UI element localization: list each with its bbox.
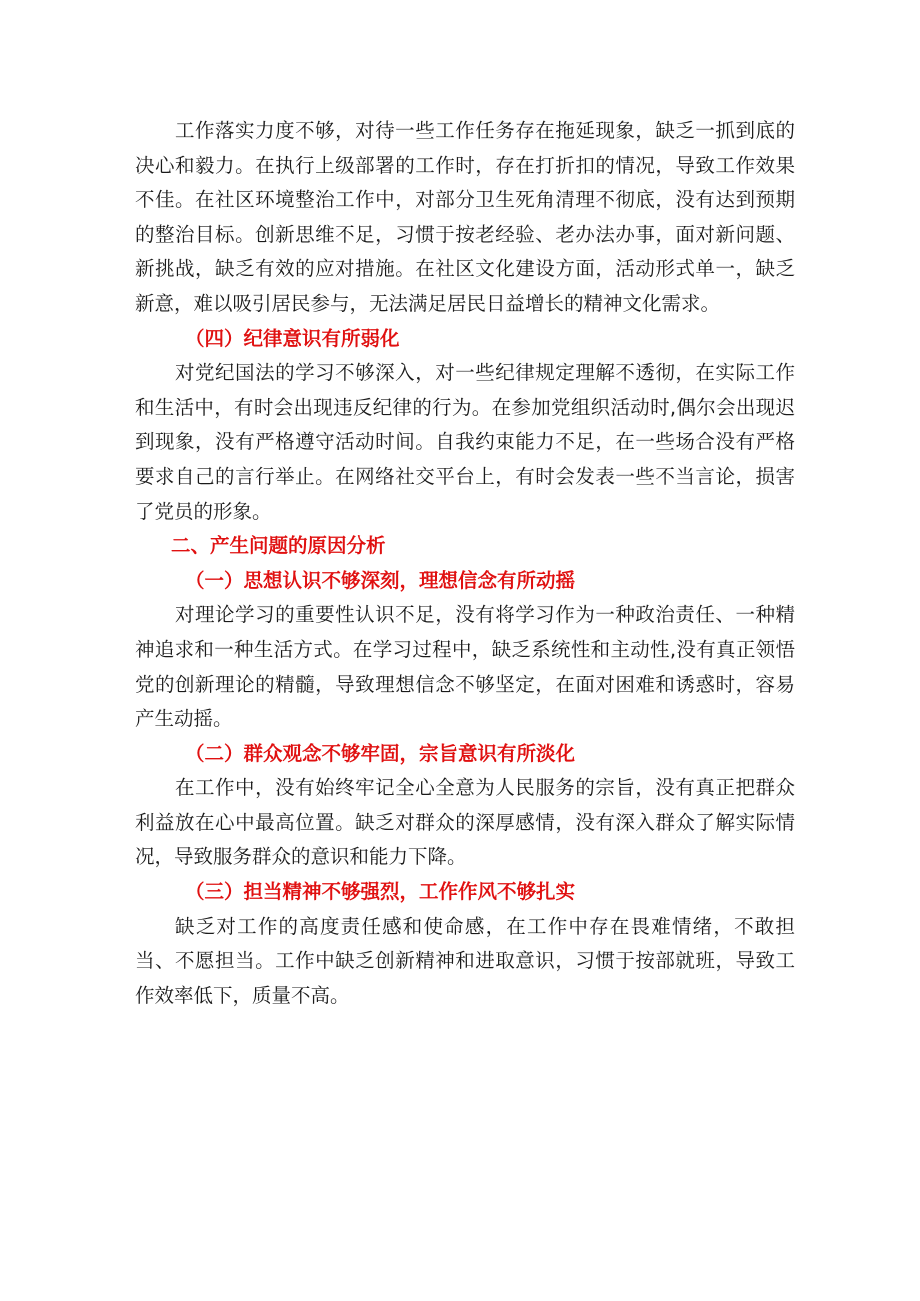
heading-responsibility-spirit: （三）担当精神不够强烈，工作作风不够扎实: [185, 880, 576, 904]
paragraph-responsibility: 缺乏对工作的高度责任感和使命感，在工作中存在畏难情绪，不敢担当、不愿担当。工作中缺乏创新精神和进取意识，习惯于按部就班，导致工作效率低下，质量不高。: [135, 914, 795, 1007]
paragraph-serving-people: 在工作中，没有始终牢记全心全意为人民服务的宗旨，没有真正把群众利益放在心中最高位置。缺乏对群众的深厚感情，没有深入群众了解实际情况，导致服务群众的意识和能力下降。: [135, 776, 795, 869]
document-body: [135, 114, 795, 1013]
paragraph-work-implementation: 工作落实力度不够，对待一些工作任务存在拖延现象，缺乏一抓到底的决心和毅力。在执行上级部署的工作时，存在打折扣的情况，导致工作效果不佳。在社区环境整治工作中，对部分卫生死角清理不彻底，没有达到预期的整治目标。创新思维不足，习惯于按老经验、老办法办事，面对新问题、新挑战，缺乏有效的应对措施。在社区文化建设方面，活动形式单一，缺乏新意，难以吸引居民参与，无法满足居民日益增长的精神文化需求。: [135, 119, 795, 315]
heading-ideological-understanding: （一）思想认识不够深刻，理想信念有所动摇: [185, 568, 576, 592]
paragraph-theory-study: 对理论学习的重要性认识不足，没有将学习作为一种政治责任、一种精神追求和一种生活方式。在学习过程中，缺乏系统性和主动性,没有真正领悟党的创新理论的精髓，导致理想信念不够坚定，在面对困难和诱惑时，容易产生动摇。: [135, 603, 795, 731]
paragraph-discipline: 对党纪国法的学习不够深入，对一些纪律规定理解不透彻，在实际工作和生活中，有时会出现违反纪律的行为。在参加党组织活动时,偶尔会出现迟到现象，没有严格遵守活动时间。自我约束能力不足，在一些场合没有严格要求自己的言行举止。在网络社交平台上，有时会发表一些不当言论，损害了党员的形象。: [135, 361, 795, 523]
heading-cause-analysis: 二、产生问题的原因分析: [171, 534, 386, 558]
heading-mass-concept: （二）群众观念不够牢固，宗旨意识有所淡化: [185, 741, 576, 765]
heading-discipline-awareness: （四）纪律意识有所弱化: [185, 326, 400, 350]
